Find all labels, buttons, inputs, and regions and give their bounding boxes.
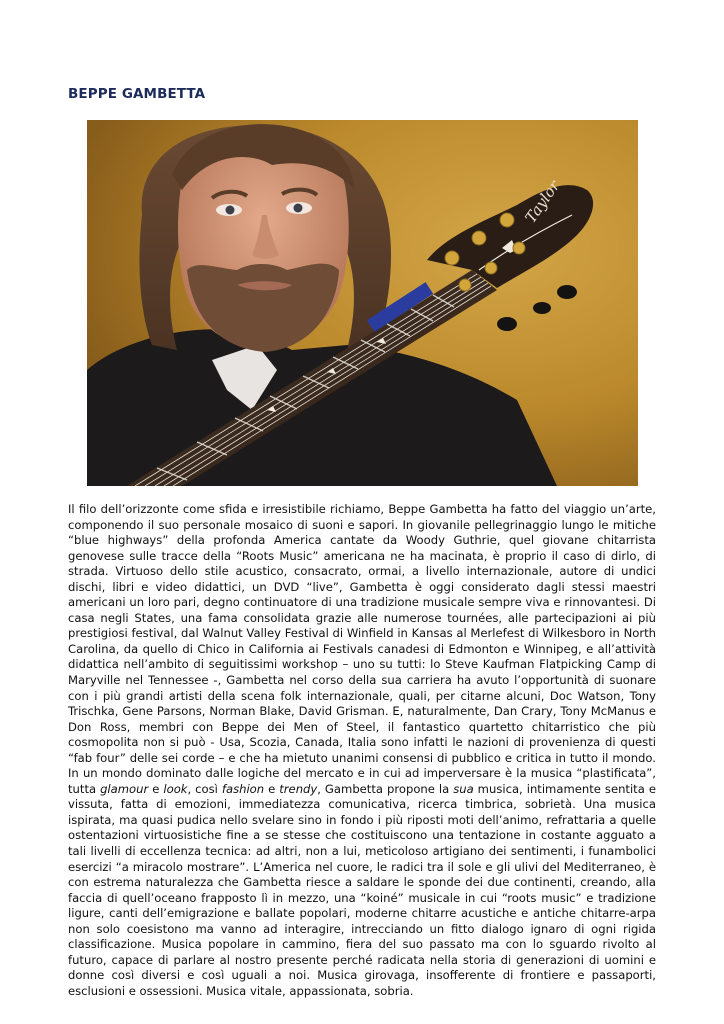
biography-text: Il filo dell’orizzonte come sfida e irresistibile richiamo, Beppe Gambetta ha fatto del viaggio un’arte, componendo il suo personale mosaico di suoni e sapori. In giovanile pellegrinaggio lungo le mitiche “blue highways” della profonda America cantate da Woody Guthrie, quel giovane chitarrista genovese sulle tracce della “Roots Music” americana ne ha macinata, è proprio il caso di dirlo, di strada. Virtuoso dello stile acustico, consacrato, ormai, a livello internazionale, autore di undici dischi, libri e video didattici, un DVD “live”, Gambetta è oggi considerato dagli stessi maestri americani un loro pari, degno continuatore di una tradizione musicale sempre viva e rinnovantesi. Di casa negli States, una fama consolidata grazie alle numerose tournées, alle partecipazioni ai più prestigiosi festival, dal Walnut Valley Festival di Winfield in Kansas al Merlefest di Wilkesboro in North Carolina, da quello di Chico in California ai Festivals canadesi di Edmonton e Winnipeg, e all’attività didattica nell’ambito di seguitissimi workshop – uno su tutti: lo Steve Kaufman Flatpicking Camp di Maryville nel Tennessee -, Gambetta nel corso della sua carriera ha avuto l’opportunità di suonare con i più grandi artisti della scena folk internazionale, quali, per citarne alcuni, Doc Watson, Tony Trischka, Gene Parsons, Norman Blake, David Grisman. E, naturalmente, Dan Crary, Tony McManus e Don Ross, membri con Beppe dei Men of Steel, il fantastico quartetto chitarristico che più cosmopolita non si può - Usa, Scozia, Canada, Italia sono infatti le nazioni di provenienza di questi “fab four” delle sei corde – e che ha mietuto unanimi consensi di pubblico e critica in tutto il mondo. In un mondo dominato dalle logiche del mercato e in cui ad imperversare è la musica “plastificata”, tutta glamour e look, così fashion e trendy, Gambetta propone la sua musica, intimamente sentita e vissuta, fatta di emozioni, immediatezza comunicativa, ricerca timbrica, sobrietà. Una musica ispirata, ma quasi pudica nello svelare sino in fondo i più riposti moti dell’animo, refrattaria a quelle ostentazioni virtuosistiche fine a se stesse che costituiscono una tentazione in costante agguato a tali livelli di eccellenza tecnica: ad altri, non a lui, meticoloso artigiano dei sentimenti, i funambolici esercizi “a miracolo mostrare”. L’America nel cuore, le radici tra il sole e gli ulivi del Mediterraneo, è con estrema naturalezza che Gambetta riesce a saldare le sponde dei due continenti, creando, alla faccia di quell’oceano frapposto lì in mezzo, una “koiné” musicale in cui “roots music” e tradizione ligure, canti dell’emigrazione e ballate popolari, moderne chitarre acustiche e antiche chitarre-arpa non solo coesistono ma vanno ad interagire, intrecciando un fitto dialogo ignaro di ogni rigida classificazione. Musica popolare in cammino, fiera del suo passato ma con lo sguardo rivolto al futuro, capace di parlare al nostro presente perché radicata nella storia di generazioni di uomini e donne così diversi e così uguali a noi. Musica girovaga, insofferente di frontiere e passaporti, esclusioni e ossessioni. Musica vitale, appassionata, sobria. xyxy=(68,502,656,998)
page-title: BEPPE GAMBETTA xyxy=(68,86,206,102)
svg-text:Taylor: Taylor xyxy=(521,177,564,227)
artist-photo xyxy=(87,120,638,486)
